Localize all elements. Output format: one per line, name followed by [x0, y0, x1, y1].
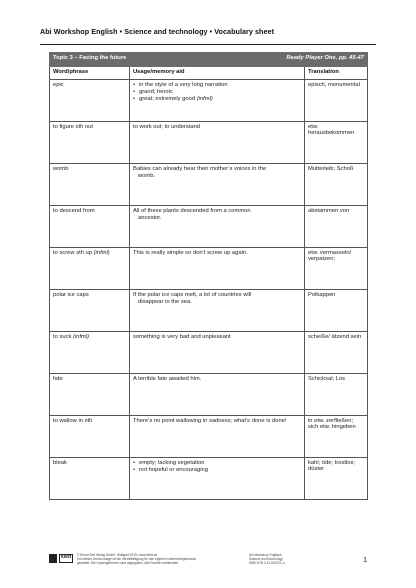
usage-item: • in the style of a very long narration [133, 82, 301, 89]
column-header-word: Word/phrase [50, 67, 130, 80]
translation-cell: abstammen von [305, 206, 368, 248]
translation-cell: in etw. zerfließen; sich etw. hingeben [305, 416, 368, 458]
usage-line: womb. [138, 173, 156, 180]
topic-bar [50, 53, 368, 67]
usage-cell [130, 332, 305, 374]
table-row [50, 290, 368, 332]
usage-cell [130, 80, 305, 122]
footer-line: gestattet. Die Kopiergebühren sind abgegolten. Alle Rechte vorbehalten. [77, 561, 180, 565]
usage-line: If the polar ice caps melt, a lot of countries will [133, 292, 252, 298]
translation-cell: scheiße/ ätzend sein [305, 332, 368, 374]
page-title: Abi Workshop English • Science and technology • Vocabulary sheet [40, 27, 275, 36]
footer-line: Abi Workshop Englisch [249, 553, 282, 557]
word-cell: to figure sth out [50, 122, 130, 164]
usage-text [133, 292, 301, 306]
word-cell: fate [50, 374, 130, 416]
header-divider [40, 44, 376, 45]
translation-cell: Polkappen [305, 290, 368, 332]
usage-line: ancestor. [138, 215, 162, 222]
table-row [50, 122, 368, 164]
register-note: (infml) [196, 96, 213, 103]
usage-text: something is very bad and unpleasant [133, 334, 231, 340]
page-footer [49, 553, 367, 569]
footer-line: Von dieser Druckvorlage ist die Vervielfältigung für den eigenen Unterrichtsgebrauch [77, 557, 197, 561]
publisher-logo-icon [49, 554, 57, 563]
translation-cell: episch, monumental [305, 80, 368, 122]
usage-text: to work out; to understand [133, 124, 201, 130]
usage-cell [130, 248, 305, 290]
word-text: epic [53, 82, 64, 88]
logo-text: klett [61, 554, 72, 560]
translation-cell: Mutterleib; Schoß [305, 164, 368, 206]
table-row [50, 332, 368, 374]
word-cell: to wallow in sth [50, 416, 130, 458]
usage-item-text: great; extremely good [139, 96, 196, 103]
usage-item [133, 96, 301, 103]
topic-title: Topic 3 – Facing the future [53, 55, 127, 61]
klett-logo [59, 554, 73, 563]
table-row [50, 374, 368, 416]
book-info [249, 553, 319, 565]
usage-list [133, 460, 301, 474]
word-cell: polar ice caps [50, 290, 130, 332]
usage-text: This is really simple so don’t screw up again. [133, 250, 248, 256]
usage-line: All of these plants descended from a common [133, 208, 251, 214]
translation-cell: kahl; öde; trostlos; düster [305, 458, 368, 500]
translation-cell: etw. vermasseln/ verpatzen; [305, 248, 368, 290]
usage-line: Babies can already hear their mother’s voices in the [133, 166, 267, 172]
footer-line: Science and technology [249, 557, 283, 561]
usage-cell [130, 206, 305, 248]
register-note: (infml) [73, 334, 90, 340]
usage-text: A terrible fate awaited him. [133, 376, 202, 382]
usage-text: There’s no point wallowing in sadness; what’s done is done! [133, 418, 287, 424]
footer-line: © Ernst Klett Verlag GmbH, Stuttgart 2019 | www.klett.de [77, 553, 158, 557]
page-number: 1 [363, 557, 367, 564]
table-row [50, 164, 368, 206]
word-cell: womb [50, 164, 130, 206]
usage-cell [130, 416, 305, 458]
usage-item: • not hopeful or encouraging [133, 467, 301, 474]
usage-item: • empty; lacking vegetation [133, 460, 301, 467]
table-row [50, 80, 368, 122]
word-text: to suck [53, 334, 72, 340]
word-cell: bleak [50, 458, 130, 500]
usage-cell [130, 164, 305, 206]
table-row [50, 416, 368, 458]
usage-text [133, 166, 301, 180]
table-row [50, 458, 368, 500]
word-cell [50, 332, 130, 374]
usage-cell [130, 290, 305, 332]
register-note: (infml) [93, 250, 110, 256]
translation-cell: Schicksal; Los [305, 374, 368, 416]
column-header-usage: Usage/memory aid [130, 67, 305, 80]
usage-cell [130, 458, 305, 500]
usage-text [133, 208, 301, 222]
word-cell [50, 80, 130, 122]
topic-source: Ready Player One, pp. 45-47 [286, 55, 365, 61]
usage-line: disappear in the sea. [138, 299, 192, 306]
footer-line: ISBN 978-3-12-601021-4 [249, 561, 285, 565]
usage-cell [130, 122, 305, 164]
usage-list [133, 82, 301, 104]
copyright-notice [77, 553, 197, 565]
column-header-translation: Translation [305, 67, 368, 80]
vocabulary-table [49, 52, 368, 500]
word-text: to screw sth up [53, 250, 92, 256]
column-header-row [50, 67, 368, 80]
table-row [50, 248, 368, 290]
word-cell: to descend from [50, 206, 130, 248]
translation-cell: etw. herausbekommen [305, 122, 368, 164]
table-row [50, 206, 368, 248]
usage-item: • grand; heroic [133, 89, 301, 96]
word-cell [50, 248, 130, 290]
usage-cell [130, 374, 305, 416]
